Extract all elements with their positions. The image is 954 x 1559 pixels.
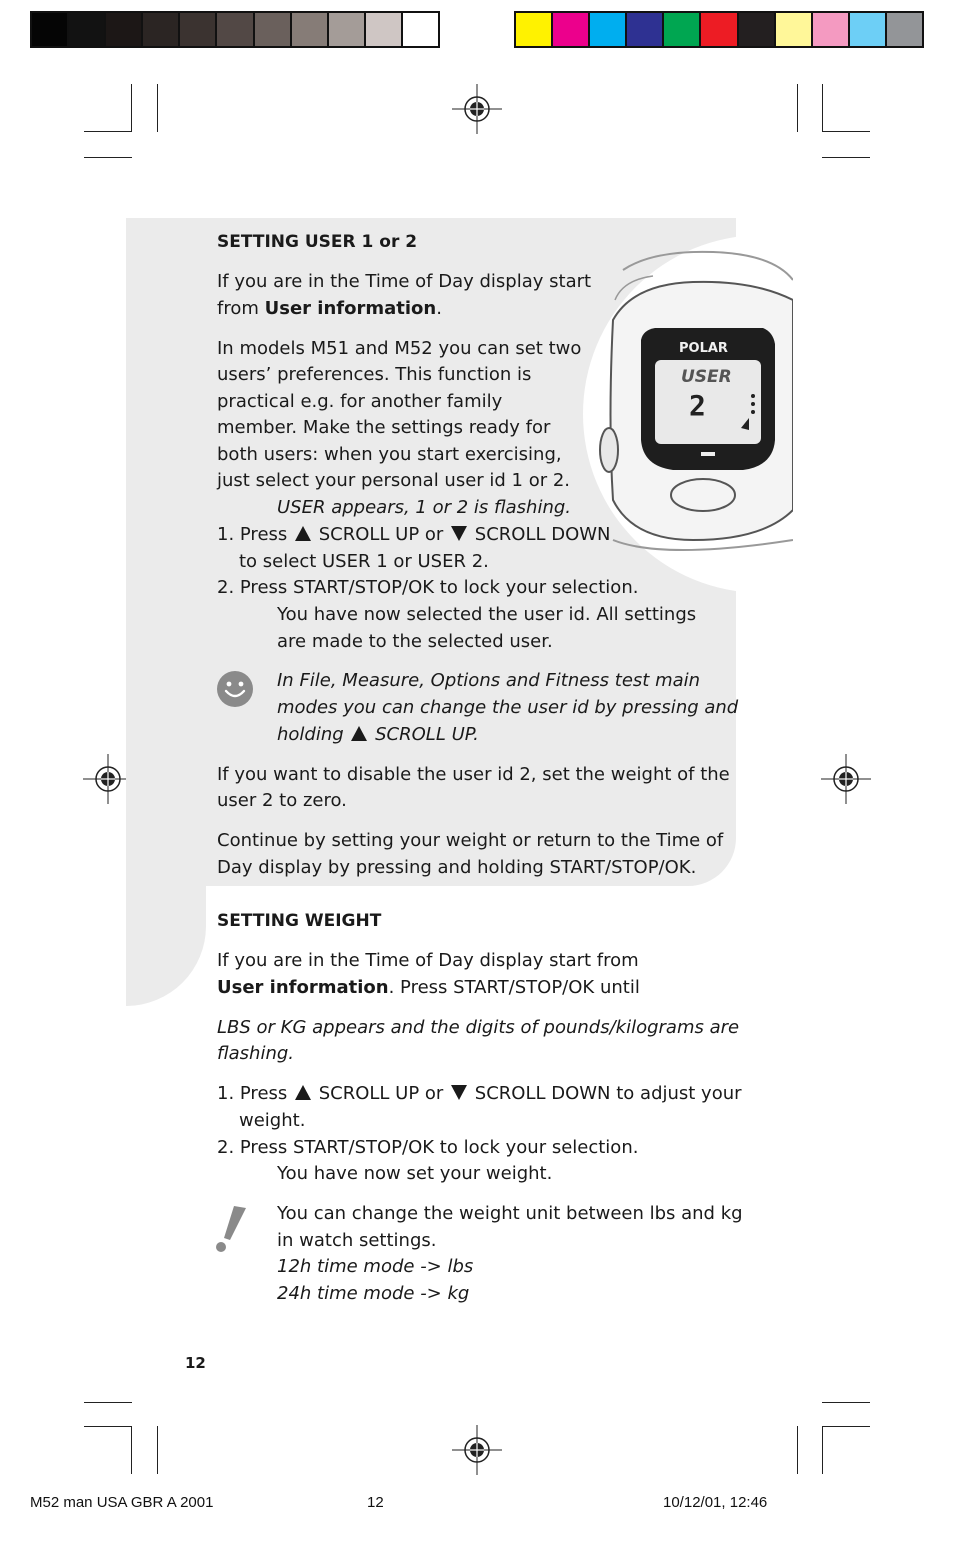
section1-p2-line: both users: when you start exercising, <box>217 444 562 465</box>
crop-mark <box>822 131 870 132</box>
scroll-up-icon <box>295 526 311 541</box>
section1-step1: 1. Press SCROLL UP or SCROLL DOWN <box>217 524 611 545</box>
section1-p2-line: users’ preferences. This function is <box>217 364 532 385</box>
section1-step2-result-line1: You have now selected the user id. All settings <box>277 604 697 625</box>
registration-mark-icon <box>452 1425 502 1475</box>
section2-p2-line1: LBS or KG appears and the digits of pounds/kilograms are <box>217 1017 740 1038</box>
section2-p2-line2: flashing. <box>217 1043 295 1064</box>
section1-p1-line1: If you are in the Time of Day display start <box>217 271 592 292</box>
color-swatch <box>180 13 217 46</box>
crop-mark <box>797 1426 798 1474</box>
watch-screen-value: 2 <box>689 389 706 422</box>
footer-left: M52 man USA GBR A 2001 <box>30 1494 214 1511</box>
color-swatch <box>143 13 180 46</box>
color-swatch <box>776 13 813 46</box>
color-swatch <box>887 13 922 46</box>
color-swatch <box>255 13 292 46</box>
color-swatch <box>329 13 366 46</box>
section1-heading: SETTING USER 1 or 2 <box>217 232 418 252</box>
section1-p2-result: USER appears, 1 or 2 is flashing. <box>277 497 571 518</box>
color-swatch <box>664 13 701 46</box>
section2-step2-result: You have now set your weight. <box>277 1163 553 1184</box>
section1-step2: 2. Press START/STOP/OK to lock your selection. <box>217 577 639 598</box>
crop-mark <box>84 1402 132 1403</box>
color-swatch <box>69 13 106 46</box>
color-swatch <box>516 13 553 46</box>
exclamation-note-icon <box>212 1204 252 1254</box>
section2-p1-line2: User information. Press START/STOP/OK until <box>217 977 640 998</box>
section1-step1-line2: to select USER 1 or USER 2. <box>239 551 489 572</box>
color-swatch <box>627 13 664 46</box>
smiley-tip-icon <box>216 670 254 708</box>
color-swatch <box>850 13 887 46</box>
crop-mark <box>797 84 798 132</box>
scroll-up-icon <box>295 1085 311 1100</box>
color-swatch <box>739 13 776 46</box>
crop-mark <box>157 84 158 132</box>
watch-illustration <box>593 240 793 590</box>
section1-step2-result-line2: are made to the selected user. <box>277 631 553 652</box>
scroll-down-icon <box>451 526 467 541</box>
scroll-down-icon <box>451 1085 467 1100</box>
color-swatch <box>106 13 143 46</box>
section2-step1: 1. Press SCROLL UP or SCROLL DOWN to adjust your <box>217 1083 742 1104</box>
section2-step1-line2: weight. <box>239 1110 306 1131</box>
crop-mark <box>157 1426 158 1474</box>
crop-mark <box>131 1426 132 1474</box>
crop-mark <box>822 1426 823 1474</box>
watch-brand-text: POLAR <box>679 341 728 356</box>
color-swatch <box>292 13 329 46</box>
crop-mark <box>84 157 132 158</box>
note-line4: 24h time mode -> kg <box>277 1283 470 1304</box>
section2-step2: 2. Press START/STOP/OK to lock your selection. <box>217 1137 639 1158</box>
color-bar <box>514 11 924 48</box>
color-swatch <box>32 13 69 46</box>
section1-p1-line2: from User information. <box>217 298 442 319</box>
section1-p2-line: member. Make the settings ready for <box>217 417 551 438</box>
tip-line2: modes you can change the user id by pressing and <box>277 697 739 718</box>
watch-screen-label: USER <box>681 367 732 387</box>
crop-mark <box>822 84 823 132</box>
crop-mark <box>84 1426 132 1427</box>
crop-mark <box>822 1402 870 1403</box>
section1-p2-line: practical e.g. for another family <box>217 391 503 412</box>
footer-right: 10/12/01, 12:46 <box>663 1494 768 1511</box>
crop-mark <box>131 84 132 132</box>
section1-p2-line: In models M51 and M52 you can set two <box>217 338 582 359</box>
color-swatch <box>217 13 254 46</box>
section1-p3-line1: If you want to disable the user id 2, set the weight of the <box>217 764 730 785</box>
color-swatch <box>701 13 738 46</box>
registration-mark-icon <box>452 84 502 134</box>
section1-p2-line: just select your personal user id 1 or 2. <box>217 470 571 491</box>
note-line1: You can change the weight unit between lbs and kg <box>277 1203 743 1224</box>
crop-mark <box>84 131 132 132</box>
grayscale-bar <box>30 11 440 48</box>
registration-mark-icon <box>821 754 871 804</box>
color-swatch <box>403 13 438 46</box>
section2-p1-line1: If you are in the Time of Day display start from <box>217 950 639 971</box>
crop-mark <box>822 157 870 158</box>
crop-mark <box>822 1426 870 1427</box>
color-swatch <box>553 13 590 46</box>
section1-p4-line1: Continue by setting your weight or return to the Time of <box>217 830 724 851</box>
note-line2: in watch settings. <box>277 1230 437 1251</box>
page-number: 12 <box>185 1354 206 1372</box>
tip-line3: holding SCROLL UP. <box>277 724 479 745</box>
color-swatch <box>366 13 403 46</box>
scroll-up-icon <box>351 726 367 741</box>
section1-p3-line2: user 2 to zero. <box>217 790 347 811</box>
tip-line1: In File, Measure, Options and Fitness test main <box>277 670 701 691</box>
section1-p4-line2: Day display by pressing and holding START/STOP/OK. <box>217 857 697 878</box>
color-swatch <box>590 13 627 46</box>
note-line3: 12h time mode -> lbs <box>277 1256 474 1277</box>
section2-heading: SETTING WEIGHT <box>217 911 382 931</box>
color-swatch <box>813 13 850 46</box>
footer-center: 12 <box>367 1494 384 1511</box>
section-background-tail <box>126 870 206 1006</box>
